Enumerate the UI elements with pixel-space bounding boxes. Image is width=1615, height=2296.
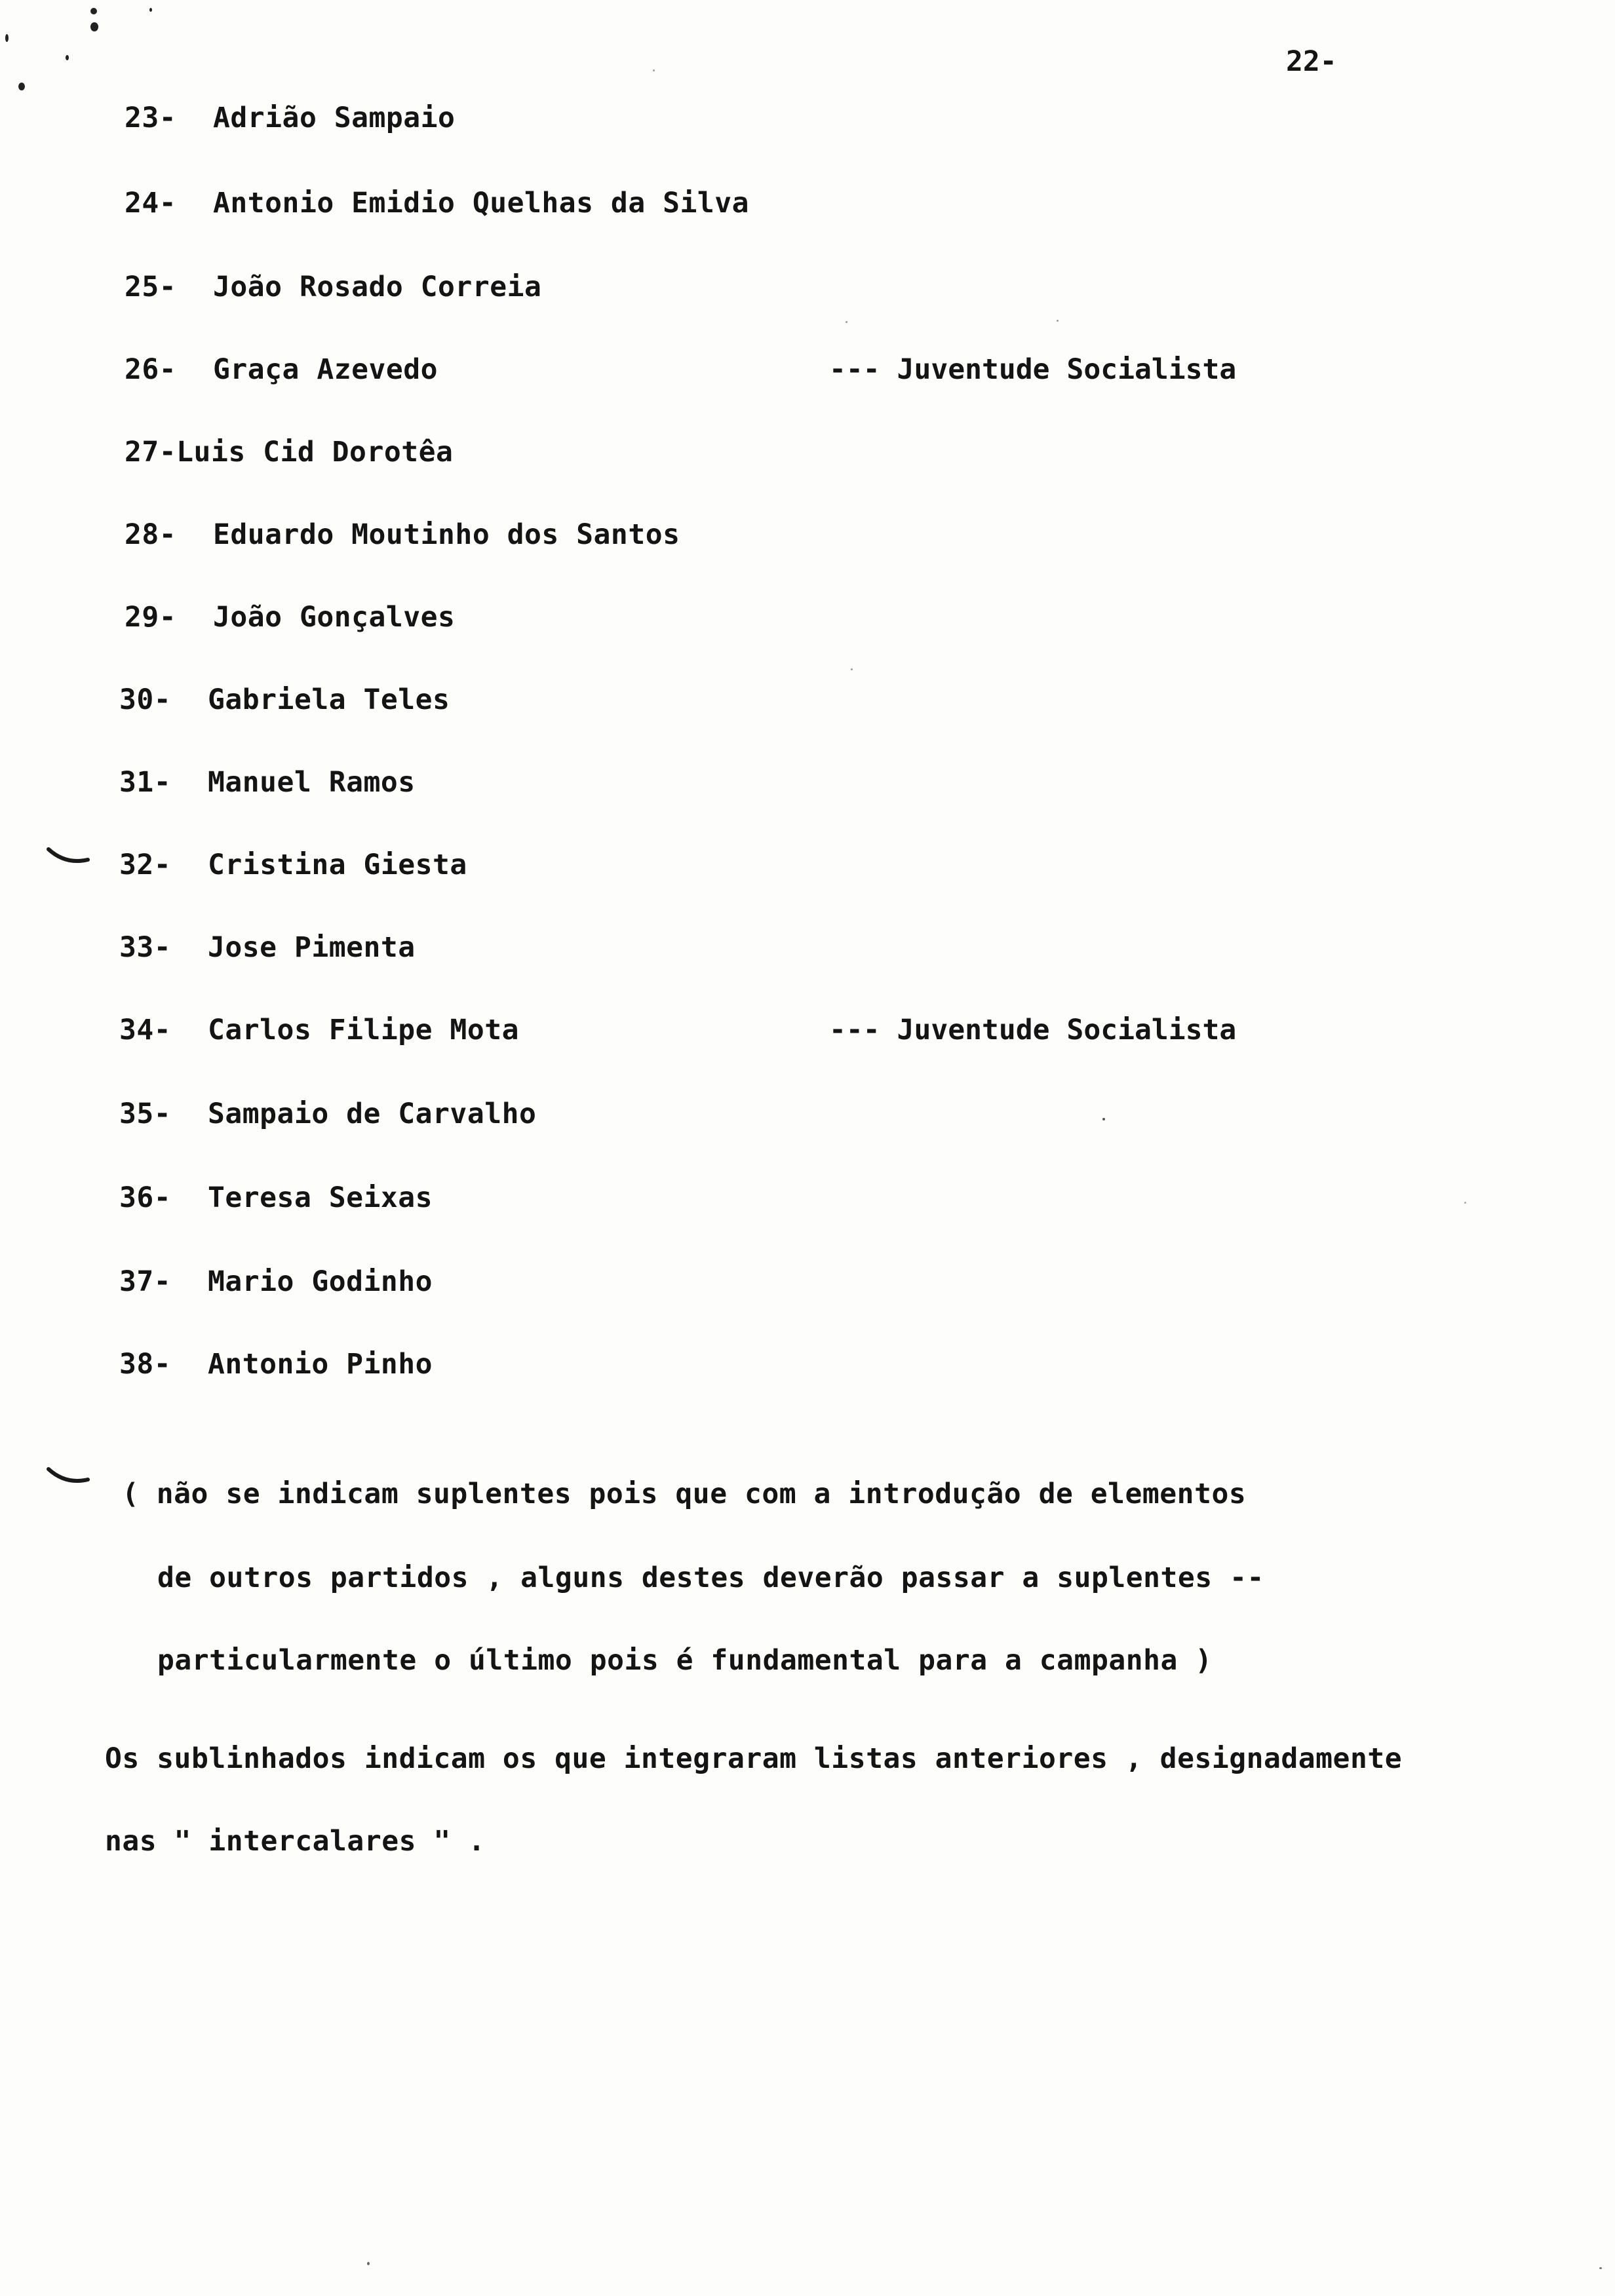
entry-name: Manuel Ramos: [208, 766, 416, 799]
footer-line: Os sublinhados indicam os que integraram listas anteriores , designadamente: [105, 1742, 1403, 1775]
scan-speck: [1057, 320, 1059, 322]
entry-number: 31-: [119, 766, 172, 799]
list-item: [125, 518, 680, 552]
list-item: [119, 1265, 433, 1299]
affiliation-tag: --- Juventude Socialista: [829, 353, 1237, 386]
ink-speck: [5, 34, 9, 42]
page-number: 22-: [1286, 45, 1337, 78]
ink-speck: [149, 8, 152, 12]
entry-name: Eduardo Moutinho dos Santos: [213, 518, 680, 551]
list-item: [119, 1013, 519, 1047]
entry-number: 38-: [119, 1348, 172, 1381]
scan-speck: [1464, 1202, 1466, 1204]
entry-number: 25-: [125, 271, 177, 303]
note-line: de outros partidos , alguns destes deverão passar a suplentes --: [157, 1561, 1264, 1594]
entry-name: João Gonçalves: [213, 601, 456, 634]
affiliation-tag: --- Juventude Socialista: [829, 1014, 1237, 1046]
entry-name: Sampaio de Carvalho: [208, 1098, 537, 1130]
entry-number: 36-: [119, 1181, 172, 1214]
entry-name: Gabriela Teles: [208, 683, 450, 716]
list-item: [125, 600, 455, 634]
scan-speck: [367, 2262, 370, 2265]
entry-number: 37-: [119, 1265, 172, 1298]
entry-number: 29-: [125, 601, 177, 634]
scan-speck: [846, 321, 847, 323]
note-line: particularmente o último pois é fundamental para a campanha ): [157, 1644, 1213, 1677]
list-item: [119, 848, 467, 882]
entry-name: Antonio Emidio Quelhas da Silva: [213, 187, 750, 220]
ink-speck: [90, 8, 97, 14]
entry-number: 27-: [125, 436, 177, 469]
entry-name: Carlos Filipe Mota: [208, 1014, 519, 1046]
list-item: [119, 930, 416, 965]
entry-name: Teresa Seixas: [208, 1181, 433, 1214]
list-item: [125, 435, 453, 469]
entry-name: Luis Cid Dorotêa: [176, 436, 454, 469]
entry-name: Jose Pimenta: [208, 931, 416, 964]
list-item: [119, 765, 416, 799]
scan-speck: [1599, 2267, 1602, 2269]
list-item: [125, 270, 541, 304]
list-item: [119, 1097, 536, 1131]
entry-name: Graça Azevedo: [213, 353, 438, 386]
entry-name: Cristina Giesta: [208, 849, 467, 881]
entry-number: 32-: [119, 849, 172, 881]
scan-speck: [851, 668, 853, 670]
list-item: [119, 1347, 433, 1381]
entry-number: 23-: [125, 102, 177, 134]
list-item: [119, 1181, 433, 1215]
ink-speck: [66, 55, 69, 60]
list-item: [125, 101, 455, 135]
footer-line: nas " intercalares " .: [105, 1825, 486, 1858]
entry-name: Mario Godinho: [208, 1265, 433, 1298]
entry-name: Antonio Pinho: [208, 1348, 433, 1381]
ink-speck: [18, 83, 25, 90]
entry-number: 33-: [119, 931, 172, 964]
scan-speck: [1102, 1118, 1105, 1120]
entry-name: Adrião Sampaio: [213, 102, 456, 134]
ink-speck: [90, 22, 98, 31]
entry-number: 26-: [125, 353, 177, 386]
list-item: [125, 353, 438, 387]
handwritten-tick-mark: [46, 1465, 92, 1491]
note-line: ( não se indicam suplentes pois que com a introdução de elementos: [122, 1478, 1247, 1510]
entry-name: João Rosado Correia: [213, 271, 542, 303]
entry-number: 24-: [125, 187, 177, 220]
entry-number: 34-: [119, 1014, 172, 1046]
handwritten-tick-mark: [46, 845, 92, 871]
scan-speck: [653, 69, 655, 71]
entry-number: 35-: [119, 1098, 172, 1130]
entry-number: 28-: [125, 518, 177, 551]
list-item: [125, 186, 749, 220]
list-item: [119, 683, 450, 717]
entry-number: 30-: [119, 683, 172, 716]
